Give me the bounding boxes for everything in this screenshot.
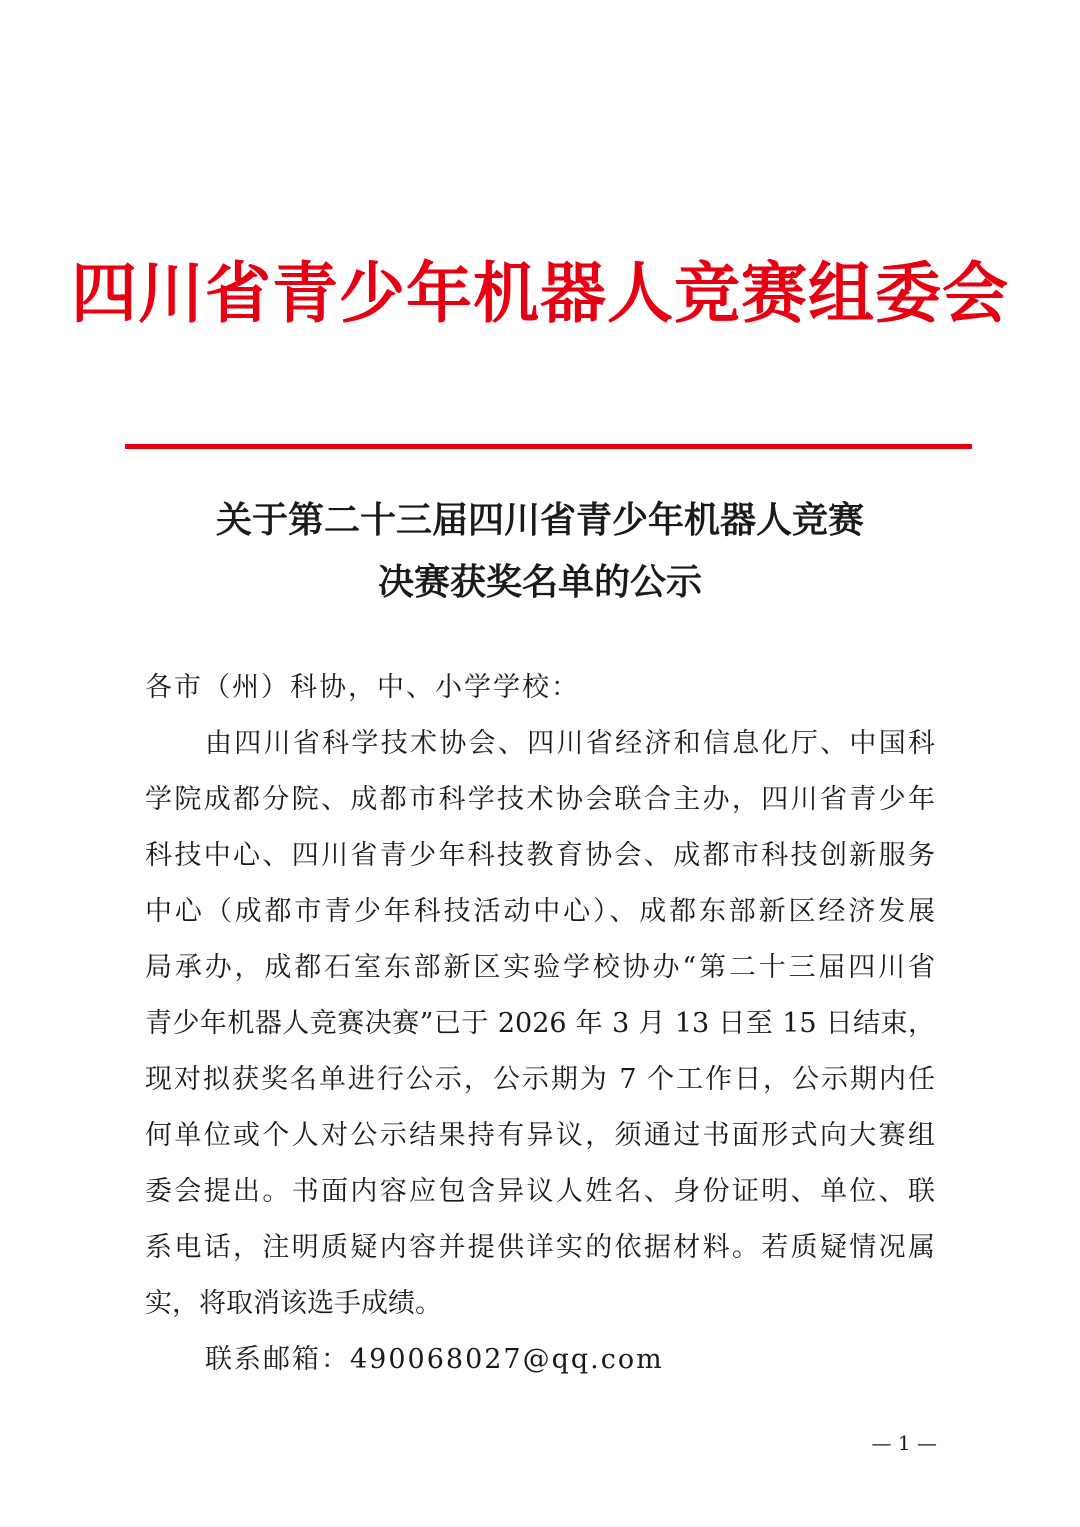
body-line-4: 中心（成都市青少年科技活动中心）、成都东部新区经济发展 bbox=[145, 896, 935, 927]
body-line-7: 现对拟获奖名单进行公示，公示期为 7 个工作日，公示期内任 bbox=[145, 1064, 935, 1095]
body-line-8: 何单位或个人对公示结果持有异议，须通过书面形式向大赛组 bbox=[145, 1120, 935, 1151]
body-line-2: 学院成都分院、成都市科学技术协会联合主办，四川省青少年 bbox=[145, 784, 935, 815]
contact-email[interactable]: 联系邮箱：490068027@qq.com bbox=[205, 1344, 664, 1375]
body-line-11: 实，将取消该选手成绩。 bbox=[145, 1288, 442, 1319]
notice-title-line-2: 决赛获奖名单的公示 bbox=[377, 561, 702, 603]
red-divider-rule bbox=[125, 444, 972, 449]
body-line-5: 局承办，成都石室东部新区实验学校协办“第二十三届四川省 bbox=[145, 952, 935, 983]
body-line-1: 由四川省科学技术协会、四川省经济和信息化厅、中国科 bbox=[205, 728, 935, 759]
page-number: — 1 — bbox=[871, 1431, 937, 1455]
organization-header: 四川省青少年机器人竞赛组委会 bbox=[71, 254, 1009, 332]
body-line-9: 委会提出。书面内容应包含异议人姓名、身份证明、单位、联 bbox=[145, 1176, 935, 1207]
body-line-6: 青少年机器人竞赛决赛”已于 2026 年 3 月 13 日至 15 日结束， bbox=[145, 1008, 935, 1039]
body-line-10: 系电话，注明质疑内容并提供详实的依据材料。若质疑情况属 bbox=[145, 1232, 935, 1263]
body-line-3: 科技中心、四川省青少年科技教育协会、成都市科技创新服务 bbox=[145, 840, 935, 871]
notice-title-line-1: 关于第二十三届四川省青少年机器人竞赛 bbox=[215, 499, 864, 541]
salutation: 各市（州）科协，中、小学学校： bbox=[145, 672, 580, 703]
